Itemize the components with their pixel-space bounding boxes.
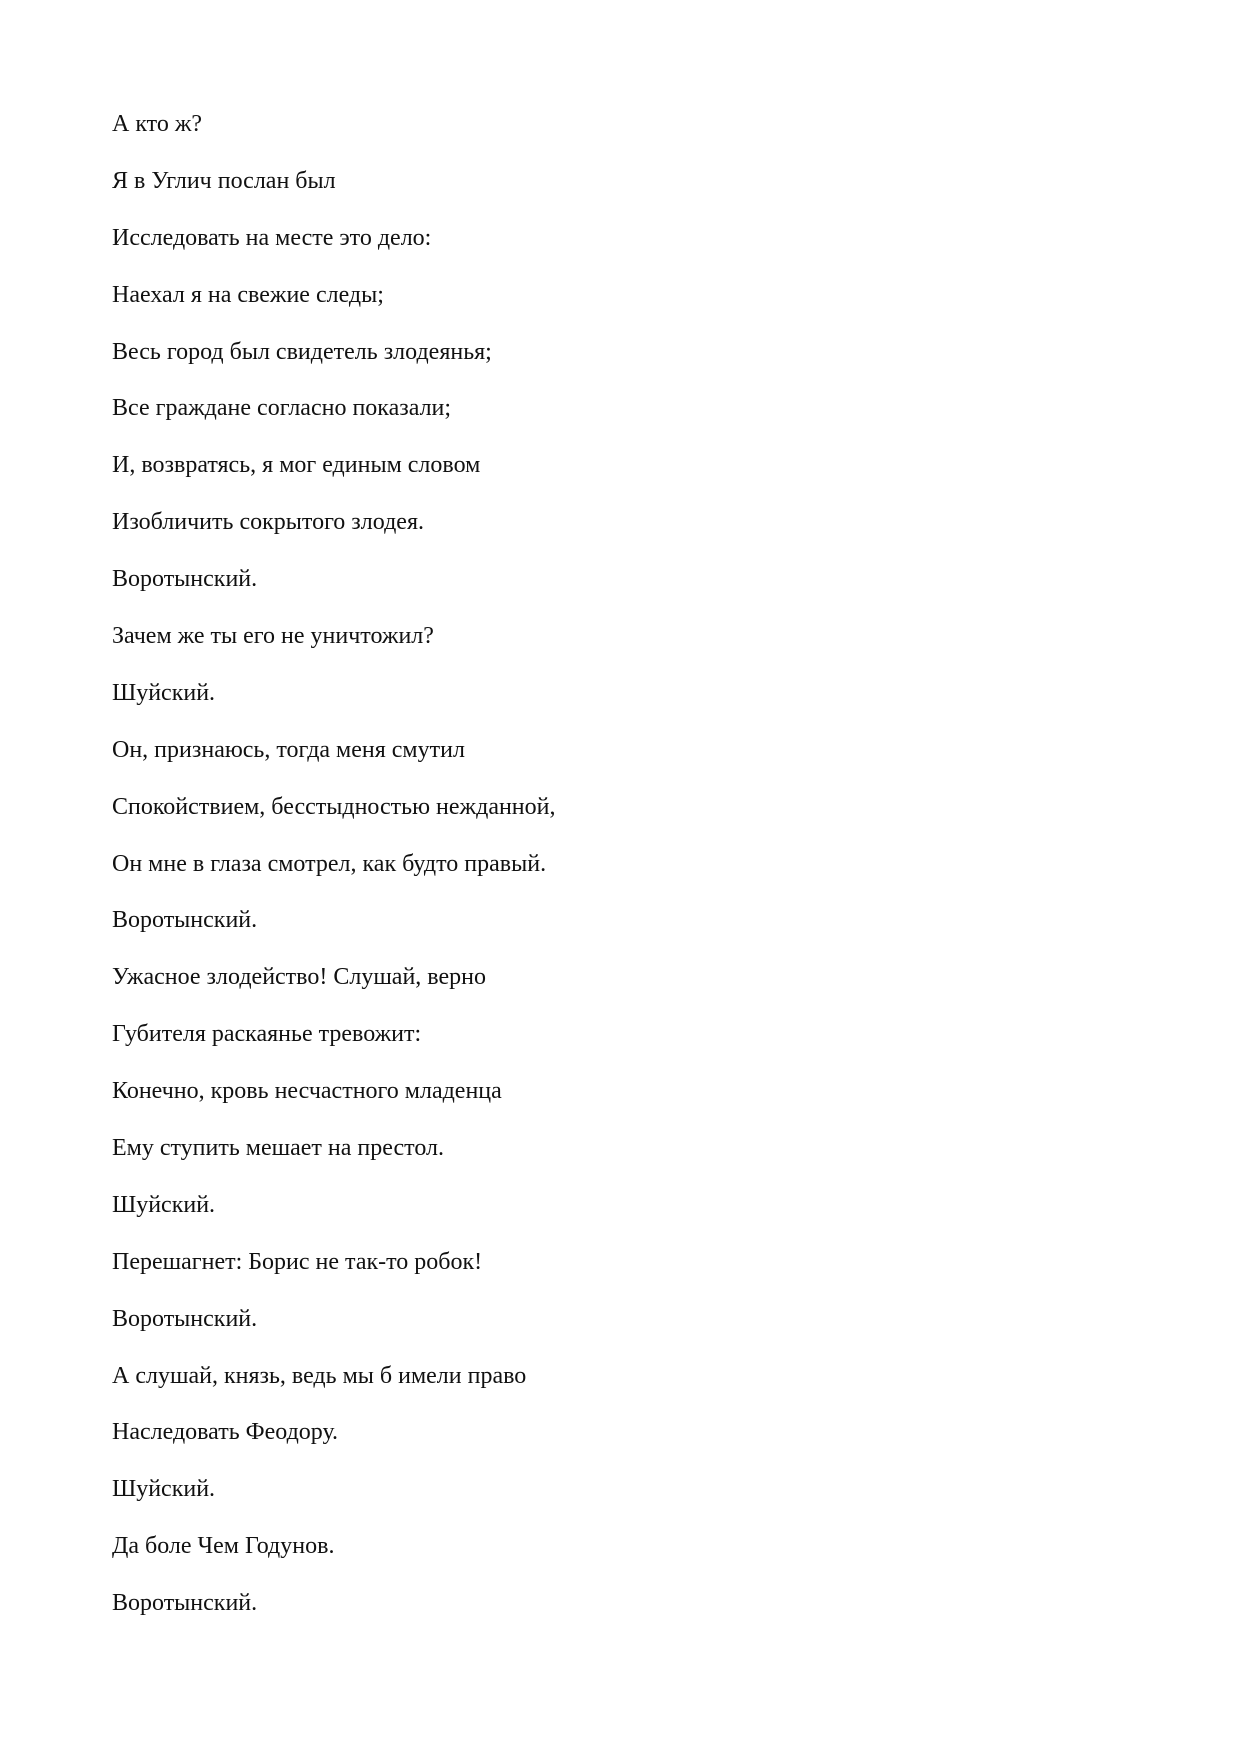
speaker-name: Шуйский. [112,1191,216,1218]
text-line: Ужасное злодейство! Слушай, верно [112,964,486,991]
text-line: Исследовать на месте это дело: [112,224,432,251]
text-line: Конечно, кровь несчастного младенца [112,1078,502,1105]
text-line: Я в Углич послан был [112,167,336,194]
text-line: Да боле Чем Годунов. [112,1533,335,1560]
text-line: Он, признаюсь, тогда меня смутил [112,736,465,763]
text-line: А кто ж? [112,111,203,137]
text-line: Перешагнет: Борис не так-то робок! [112,1248,483,1275]
text-line: Все граждане согласно показали; [112,395,452,422]
text-line: Зачем же ты его не уничтожил? [112,623,434,650]
text-line: И, возвратясь, я мог единым словом [112,452,481,479]
text-line: Наследовать Феодору. [112,1419,339,1446]
speaker-name: Шуйский. [112,1476,216,1503]
text-line: Губителя раскаянье тревожит: [112,1021,422,1048]
speaker-name: Воротынский. [112,907,258,934]
speaker-name: Воротынский. [112,566,258,593]
speaker-name: Воротынский. [112,1305,258,1332]
text-line: Спокойствием, бесстыдностью нежданной, [112,793,556,820]
text-line: Наехал я на свежие следы; [112,281,384,308]
text-line: Изобличить сокрытого злодея. [112,509,424,536]
speaker-name: Воротынский. [112,1590,258,1617]
text-line: Он мне в глаза смотрел, как будто правый. [112,850,547,877]
text-line: А слушай, князь, ведь мы б имели право [112,1362,527,1389]
speaker-name: Шуйский. [112,679,216,706]
play-text [112,106,556,1642]
text-line: Ему ступить мешает на престол. [112,1135,444,1162]
text-line: Весь город был свидетель злодеянья; [112,338,492,365]
